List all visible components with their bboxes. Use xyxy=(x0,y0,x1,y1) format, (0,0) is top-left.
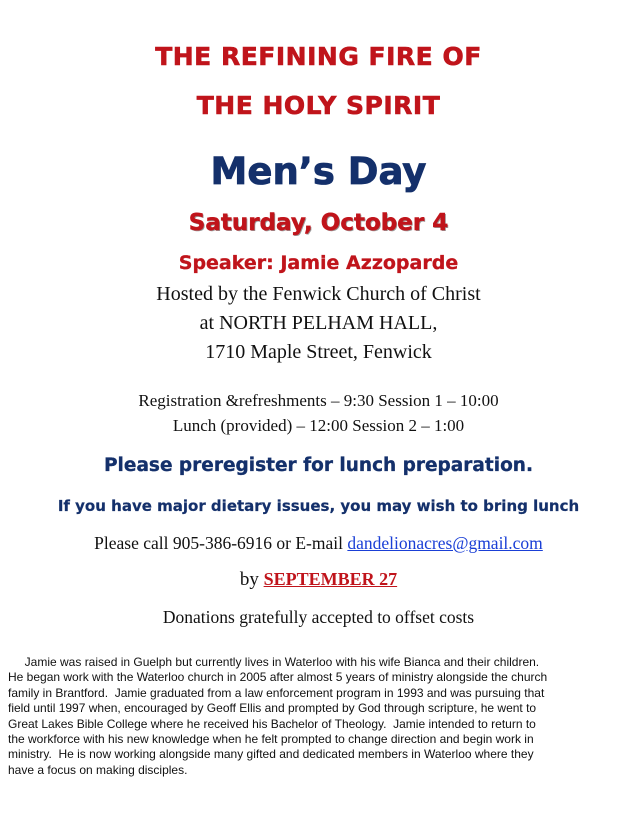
title-line-2: THE HOLY SPIRIT xyxy=(196,91,441,120)
preregister-note: Please preregister for lunch preparation. xyxy=(104,455,533,476)
contact-phone-text: Please call 905-386-6916 or E-mail xyxy=(94,533,348,553)
speaker-bio xyxy=(8,655,632,778)
host-line-1: Hosted by the Fenwick Church of Christ xyxy=(156,283,481,305)
deadline-date: SEPTEMBER 27 xyxy=(263,569,398,589)
bio-line: have a focus on making disciples. xyxy=(8,762,188,777)
bio-line: ministry. He is now working alongside many gifted and dedicated members in Waterloo where they xyxy=(8,747,534,762)
schedule-line-1: Registration &refreshments – 9:30 Session 1 – 10:00 xyxy=(138,391,499,410)
bio-line: He began work with the Waterloo church in 2005 after almost 5 years of ministry alongside the church xyxy=(8,670,548,685)
deadline-line xyxy=(0,569,637,591)
dietary-note: If you have major dietary issues, you may wish to bring lunch xyxy=(57,497,580,515)
deadline-prefix: by xyxy=(239,569,264,590)
bio-line: Jamie was raised in Guelph but currently lives in Waterloo with his wife Bianca and their children. xyxy=(8,655,540,669)
event-date: Saturday, October 4 xyxy=(188,210,449,236)
bio-line: family in Brantford. Jamie graduated from a law enforcement program in 1993 and was pursuing that xyxy=(8,685,545,700)
schedule-line-2: Lunch (provided) – 12:00 Session 2 – 1:00 xyxy=(172,416,465,435)
bio-line: field until 1997 when, encouraged by Geoff Ellis and prompted by God through scripture, he went to xyxy=(8,701,537,716)
bio-line: Great Lakes Bible College where he received his Bachelor of Theology. Jamie intended to return to xyxy=(8,716,536,731)
title-line-1: THE REFINING FIRE OF xyxy=(155,42,482,71)
contact-line xyxy=(0,533,637,554)
email-link[interactable]: dandelionacres@gmail.com xyxy=(347,533,543,553)
host-line-3: 1710 Maple Street, Fenwick xyxy=(205,341,432,363)
speaker: Speaker: Jamie Azzoparde xyxy=(178,252,459,274)
event-name: Men’s Day xyxy=(210,150,427,193)
host-line-2: at NORTH PELHAM HALL, xyxy=(199,312,438,334)
donations-note: Donations gratefully accepted to offset costs xyxy=(162,607,475,627)
bio-line: the workforce with his new knowledge when he felt prompted to change direction and begin work in xyxy=(8,731,534,746)
